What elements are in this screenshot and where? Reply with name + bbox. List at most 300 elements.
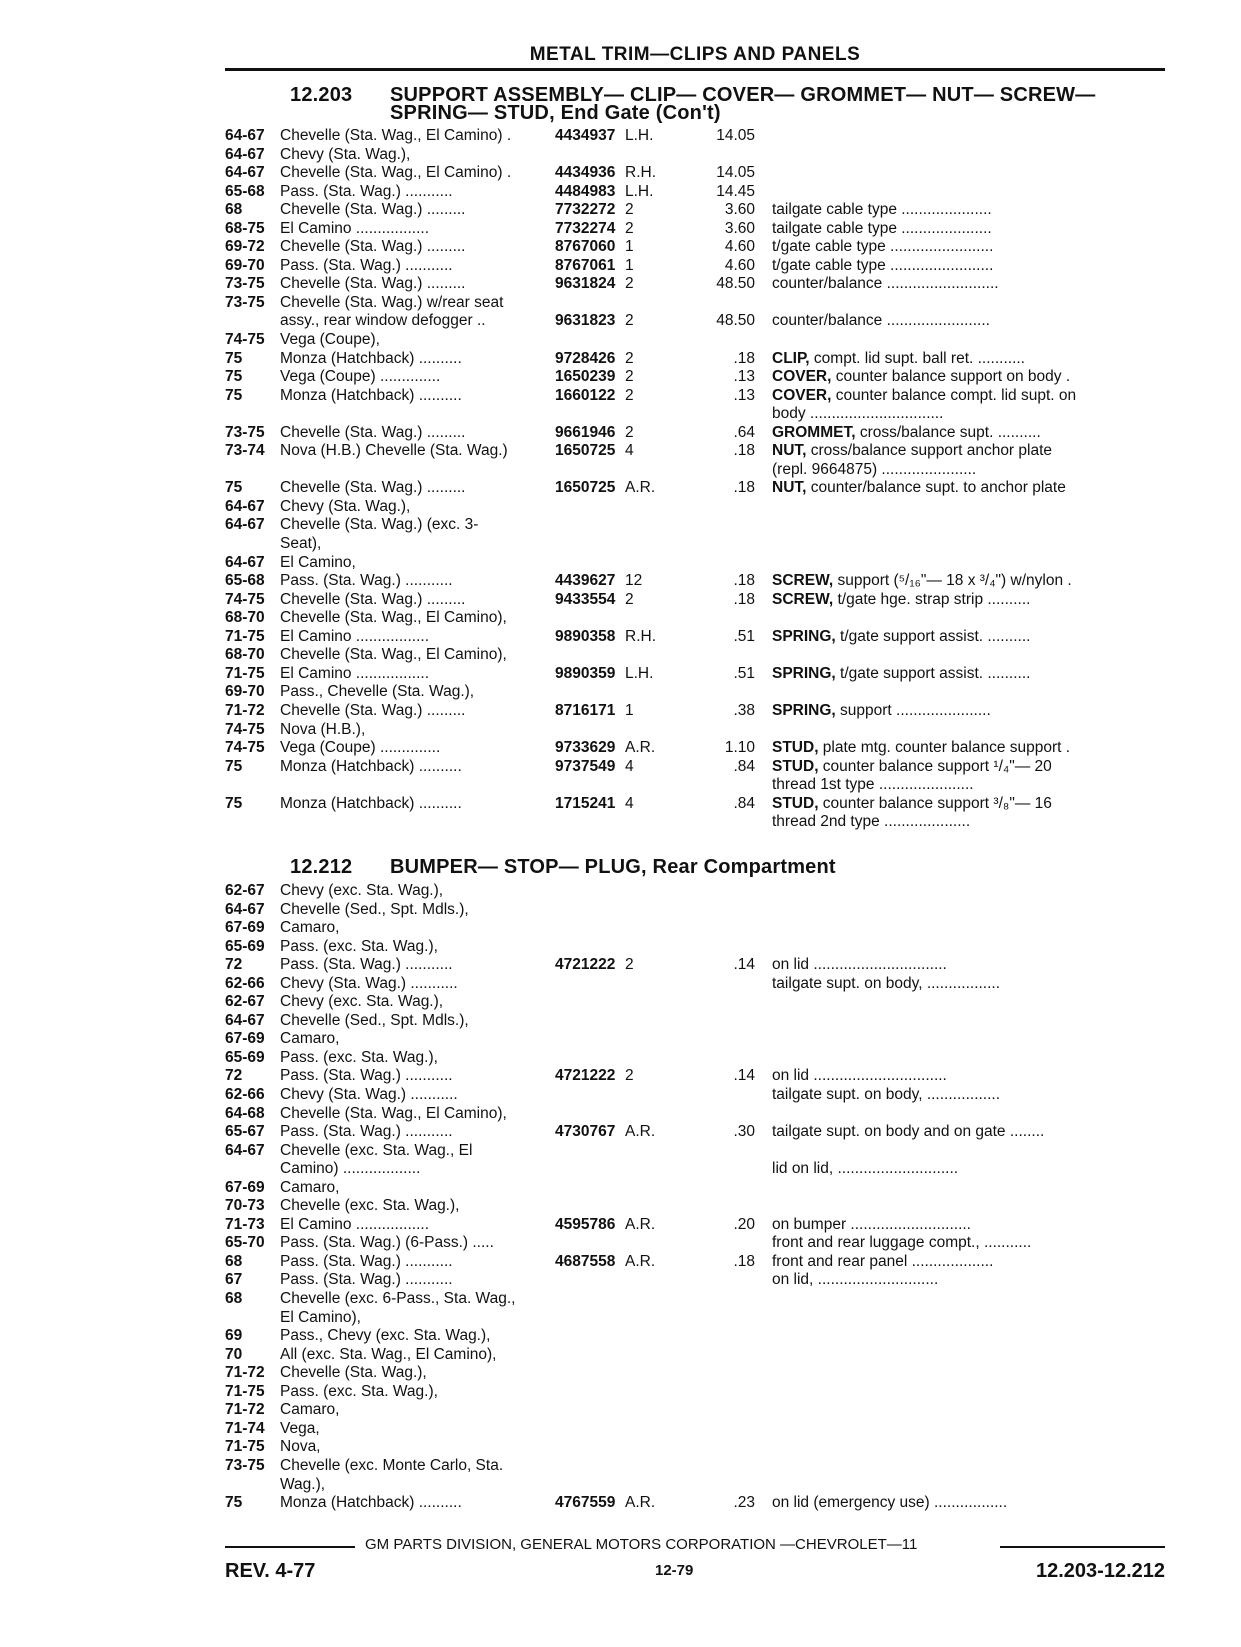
quantity: 2 <box>625 368 634 386</box>
part-detail: tailgate cable type ..................... <box>772 201 992 219</box>
section-12-203-rows <box>225 127 1165 832</box>
model-description: Pass. (exc. Sta. Wag.), <box>280 1048 438 1066</box>
part-number: 1715241 <box>555 794 616 812</box>
parts-row <box>225 1476 1165 1495</box>
parts-row <box>225 1123 1165 1142</box>
price: .20 <box>733 1215 755 1233</box>
price: .18 <box>733 349 755 367</box>
part-description <box>772 975 1165 994</box>
section-heading-line1: BUMPER— STOP— PLUG, Rear Compartment <box>390 856 836 878</box>
parts-row <box>225 331 1165 350</box>
part-type: COVER, <box>772 386 832 404</box>
part-description <box>772 956 1165 975</box>
page-number: 12-79 <box>655 1562 694 1579</box>
part-description <box>772 795 1165 814</box>
part-description <box>772 739 1165 758</box>
price: 3.60 <box>724 201 755 219</box>
quantity: 1 <box>625 256 634 274</box>
part-detail: tailgate supt. on body, ................. <box>772 974 1001 992</box>
model-years: 75 <box>225 368 243 386</box>
part-description <box>772 591 1165 610</box>
parts-row <box>225 1383 1165 1402</box>
model-description: Chevy (Sta. Wag.) ........... <box>280 1086 458 1104</box>
model-years: 73-75 <box>225 423 265 441</box>
model-years: 71-73 <box>225 1215 265 1233</box>
part-description <box>772 1067 1165 1086</box>
model-years: 73-75 <box>225 1456 265 1474</box>
model-years: 71-72 <box>225 1364 265 1382</box>
model-years: 65-70 <box>225 1234 265 1252</box>
parts-row <box>225 146 1165 165</box>
model-description: Pass. (Sta. Wag.) (6-Pass.) ..... <box>280 1234 494 1252</box>
parts-row <box>225 1160 1165 1179</box>
part-description <box>772 442 1165 461</box>
parts-row <box>225 572 1165 591</box>
quantity: 2 <box>625 219 634 237</box>
quantity: L.H. <box>625 182 654 200</box>
model-years: 68 <box>225 1252 243 1270</box>
parts-row <box>225 628 1165 647</box>
parts-row <box>225 183 1165 202</box>
part-description <box>772 776 1165 795</box>
quantity: 12 <box>625 572 643 590</box>
model-years: 74-75 <box>225 331 265 349</box>
parts-row <box>225 1346 1165 1365</box>
model-years: 71-75 <box>225 1438 265 1456</box>
model-description: El Camino, <box>280 553 356 571</box>
parts-row <box>225 758 1165 777</box>
price: 48.50 <box>716 275 755 293</box>
quantity: R.H. <box>625 627 656 645</box>
model-description: Chevelle (Sta. Wag.) (exc. 3- <box>280 516 479 534</box>
part-description <box>772 758 1165 777</box>
part-description <box>772 275 1165 294</box>
part-number: 1660122 <box>555 386 616 404</box>
model-years: 65-69 <box>225 937 265 955</box>
model-years: 62-67 <box>225 882 265 899</box>
model-years: 67-69 <box>225 1178 265 1196</box>
price: .18 <box>733 479 755 497</box>
model-description: Pass. (exc. Sta. Wag.), <box>280 937 438 955</box>
part-description <box>772 461 1165 480</box>
model-years: 67-69 <box>225 1030 265 1048</box>
model-description: Pass. (Sta. Wag.) ........... <box>280 956 453 974</box>
model-years: 70 <box>225 1345 243 1363</box>
model-years: 69-72 <box>225 238 265 256</box>
parts-row <box>225 702 1165 721</box>
section-heading-line2: SPRING— STUD, End Gate (Con't) <box>390 102 721 124</box>
part-detail: t/gate support assist. .......... <box>835 664 1031 682</box>
model-years: 68 <box>225 201 243 219</box>
model-description: Monza (Hatchback) .......... <box>280 349 462 367</box>
model-years: 71-75 <box>225 1382 265 1400</box>
part-number: 4730767 <box>555 1123 616 1141</box>
model-description: Seat), <box>280 535 322 553</box>
parts-row <box>225 220 1165 239</box>
parts-row <box>225 1030 1165 1049</box>
parts-row <box>225 1494 1165 1513</box>
model-years: 72 <box>225 956 243 974</box>
parts-row <box>225 387 1165 406</box>
model-description: Chevy (Sta. Wag.), <box>280 145 411 163</box>
model-years: 67 <box>225 1271 243 1289</box>
catalog-page <box>225 0 1165 1647</box>
model-years: 75 <box>225 479 243 497</box>
parts-row <box>225 275 1165 294</box>
part-type: STUD, <box>772 739 819 757</box>
part-type: SPRING, <box>772 664 836 682</box>
model-description: Monza (Hatchback) .......... <box>280 1494 462 1512</box>
footer-text: GM PARTS DIVISION, GENERAL MOTORS CORPORATION —CHEVROLET—11 <box>365 1536 918 1553</box>
model-years: 68-70 <box>225 646 265 664</box>
model-years: 73-75 <box>225 275 265 293</box>
part-detail: lid on lid, ............................ <box>772 1160 959 1178</box>
part-detail: on lid, ............................ <box>772 1271 939 1289</box>
model-description: Pass. (Sta. Wag.) ........... <box>280 572 453 590</box>
part-type: SCREW, <box>772 590 834 608</box>
model-description: Camaro, <box>280 1178 340 1196</box>
parts-row <box>225 1105 1165 1124</box>
part-detail: (repl. 9664875) ...................... <box>772 460 977 478</box>
parts-row <box>225 665 1165 684</box>
model-description: Wag.), <box>280 1475 326 1493</box>
model-description: El Camino ................. <box>280 1215 430 1233</box>
price: .64 <box>733 423 755 441</box>
part-description <box>772 572 1165 591</box>
part-number: 7732274 <box>555 219 616 237</box>
part-detail: front and rear panel ................... <box>772 1252 994 1270</box>
quantity: A.R. <box>625 1494 656 1512</box>
part-description <box>772 220 1165 239</box>
model-years: 68-70 <box>225 609 265 627</box>
model-years: 68-75 <box>225 219 265 237</box>
part-number: 8716171 <box>555 701 616 719</box>
price: .84 <box>733 757 755 775</box>
part-number: 9631823 <box>555 312 616 330</box>
parts-row <box>225 901 1165 920</box>
part-detail: t/gate cable type ........................ <box>772 238 994 256</box>
part-description <box>772 387 1165 406</box>
part-detail: counter balance compt. lid supt. on <box>831 386 1077 404</box>
quantity: 2 <box>625 201 634 219</box>
title-rule <box>225 68 1165 71</box>
model-description: Chevelle (exc. Monte Carlo, Sta. <box>280 1456 504 1474</box>
parts-row <box>225 1438 1165 1457</box>
quantity: A.R. <box>625 1123 656 1141</box>
quantity: 2 <box>625 312 634 330</box>
price: .13 <box>733 386 755 404</box>
model-years: 71-72 <box>225 701 265 719</box>
model-years: 65-68 <box>225 572 265 590</box>
part-description <box>772 312 1165 331</box>
part-number: 8767060 <box>555 238 616 256</box>
parts-row <box>225 350 1165 369</box>
model-years: 64-67 <box>225 1141 265 1159</box>
model-years: 75 <box>225 349 243 367</box>
model-description: Vega (Coupe) .............. <box>280 739 441 757</box>
part-description <box>772 1494 1165 1513</box>
quantity: 4 <box>625 757 634 775</box>
model-description: Chevelle (Sta. Wag.) ......... <box>280 238 466 256</box>
part-detail: compt. lid supt. ball ret. ........... <box>809 349 1025 367</box>
price: .14 <box>733 1067 755 1085</box>
part-type: COVER, <box>772 368 832 386</box>
model-description: Chevelle (Sta. Wag.) ......... <box>280 201 466 219</box>
model-years: 69-70 <box>225 683 265 701</box>
parts-row <box>225 424 1165 443</box>
model-years: 75 <box>225 1494 243 1512</box>
part-type: NUT, <box>772 479 807 497</box>
model-description: El Camino ................. <box>280 664 430 682</box>
part-number: 4721222 <box>555 1067 616 1085</box>
part-description <box>772 628 1165 647</box>
model-description: Chevelle (Sta. Wag., El Camino), <box>280 646 507 664</box>
model-description: Vega (Coupe), <box>280 331 380 349</box>
parts-row <box>225 813 1165 832</box>
quantity: 1 <box>625 238 634 256</box>
price: .13 <box>733 368 755 386</box>
part-description <box>772 479 1165 498</box>
model-years: 65-68 <box>225 182 265 200</box>
model-description: Camaro, <box>280 919 340 937</box>
part-description <box>772 1216 1165 1235</box>
model-years: 64-67 <box>225 553 265 571</box>
parts-row <box>225 535 1165 554</box>
model-description: Chevelle (Sta. Wag.) ......... <box>280 275 466 293</box>
parts-row <box>225 1420 1165 1439</box>
model-description: Chevelle (Sta. Wag.), <box>280 1364 427 1382</box>
model-years: 71-75 <box>225 664 265 682</box>
parts-row <box>225 1253 1165 1272</box>
parts-row <box>225 1234 1165 1253</box>
price: 1.10 <box>724 739 755 757</box>
parts-row <box>225 956 1165 975</box>
price: 4.60 <box>724 238 755 256</box>
model-description: Pass. (exc. Sta. Wag.), <box>280 1382 438 1400</box>
price: .23 <box>733 1494 755 1512</box>
model-description: Nova (H.B.) Chevelle (Sta. Wag.) <box>280 442 508 460</box>
model-years: 64-67 <box>225 497 265 515</box>
parts-row <box>225 461 1165 480</box>
parts-row <box>225 1197 1165 1216</box>
section-number: 12.212 <box>290 856 353 878</box>
parts-row <box>225 1086 1165 1105</box>
part-detail: tailgate cable type ..................... <box>772 219 992 237</box>
quantity: 2 <box>625 349 634 367</box>
part-number: 4687558 <box>555 1252 616 1270</box>
part-number: 4484983 <box>555 182 616 200</box>
model-years: 64-67 <box>225 516 265 534</box>
model-years: 65-69 <box>225 1048 265 1066</box>
price: 14.05 <box>716 127 755 144</box>
quantity: 4 <box>625 442 634 460</box>
parts-row <box>225 721 1165 740</box>
model-description: Pass. (Sta. Wag.) ........... <box>280 256 453 274</box>
parts-row <box>225 646 1165 665</box>
model-years: 64-67 <box>225 145 265 163</box>
part-detail: counter/balance .......................... <box>772 275 999 293</box>
model-years: 68 <box>225 1290 243 1308</box>
model-description: Pass. (Sta. Wag.) ........... <box>280 1123 453 1141</box>
quantity: L.H. <box>625 127 654 144</box>
model-description: Chevelle (Sta. Wag.) ......... <box>280 479 466 497</box>
part-description <box>772 1253 1165 1272</box>
parts-row <box>225 1364 1165 1383</box>
price: .14 <box>733 956 755 974</box>
parts-row <box>225 294 1165 313</box>
parts-row <box>225 975 1165 994</box>
model-description: Chevy (exc. Sta. Wag.), <box>280 882 444 899</box>
section-number: 12.203 <box>290 84 353 106</box>
model-years: 71-74 <box>225 1419 265 1437</box>
parts-row <box>225 1457 1165 1476</box>
quantity: 1 <box>625 701 634 719</box>
parts-row <box>225 1271 1165 1290</box>
parts-row <box>225 993 1165 1012</box>
price: .18 <box>733 590 755 608</box>
model-years: 74-75 <box>225 590 265 608</box>
model-years: 71-75 <box>225 627 265 645</box>
part-detail: counter balance support on body . <box>831 368 1071 386</box>
part-detail: cross/balance supt. .......... <box>855 423 1041 441</box>
part-detail: t/gate support assist. .......... <box>835 627 1031 645</box>
model-description: assy., rear window defogger .. <box>280 312 486 330</box>
part-description <box>772 201 1165 220</box>
quantity: 2 <box>625 386 634 404</box>
parts-row <box>225 1290 1165 1309</box>
model-description: El Camino), <box>280 1308 361 1326</box>
part-number: 1650725 <box>555 479 616 497</box>
model-description: Camino) .................. <box>280 1160 421 1178</box>
parts-row <box>225 516 1165 535</box>
parts-row <box>225 882 1165 901</box>
part-detail: on lid ............................... <box>772 956 947 974</box>
price: 3.60 <box>724 219 755 237</box>
parts-row <box>225 554 1165 573</box>
model-description: Vega, <box>280 1419 320 1437</box>
price: .18 <box>733 442 755 460</box>
model-description: Pass., Chevy (exc. Sta. Wag.), <box>280 1327 491 1345</box>
parts-row <box>225 479 1165 498</box>
price: 14.05 <box>716 164 755 182</box>
model-description: Chevelle (Sta. Wag., El Camino), <box>280 1104 507 1122</box>
part-detail: t/gate hge. strap strip .......... <box>833 590 1031 608</box>
parts-row <box>225 938 1165 957</box>
part-number: 4439627 <box>555 572 616 590</box>
model-years: 75 <box>225 794 243 812</box>
parts-row <box>225 498 1165 517</box>
model-description: Chevelle (Sta. Wag., El Camino) . <box>280 164 512 182</box>
price: 14.45 <box>716 182 755 200</box>
model-years: 62-66 <box>225 1086 265 1104</box>
part-description <box>772 238 1165 257</box>
model-years: 74-75 <box>225 739 265 757</box>
parts-row <box>225 1327 1165 1346</box>
model-years: 64-67 <box>225 164 265 182</box>
model-years: 69 <box>225 1327 243 1345</box>
parts-row <box>225 1067 1165 1086</box>
model-description: Pass., Chevelle (Sta. Wag.), <box>280 683 475 701</box>
part-number: 9631824 <box>555 275 616 293</box>
model-description: Pass. (Sta. Wag.) ........... <box>280 1252 453 1270</box>
parts-row <box>225 238 1165 257</box>
part-description <box>772 350 1165 369</box>
model-description: Chevelle (exc. Sta. Wag.), <box>280 1197 460 1215</box>
part-number: 8767061 <box>555 256 616 274</box>
part-type: STUD, <box>772 757 819 775</box>
parts-row <box>225 591 1165 610</box>
model-description: Pass. (Sta. Wag.) ........... <box>280 1067 453 1085</box>
model-description: All (exc. Sta. Wag., El Camino), <box>280 1345 497 1363</box>
parts-row <box>225 1012 1165 1031</box>
part-type: SCREW, <box>772 572 834 590</box>
part-detail: thread 1st type ...................... <box>772 776 974 794</box>
part-description <box>772 1160 1165 1179</box>
part-description <box>772 1123 1165 1142</box>
part-number: 1650239 <box>555 368 616 386</box>
model-description: Nova (H.B.), <box>280 720 366 738</box>
part-detail: on lid (emergency use) ................. <box>772 1494 1008 1512</box>
part-number: 4434936 <box>555 164 616 182</box>
part-description <box>772 424 1165 443</box>
revision-label: REV. 4-77 <box>225 1560 316 1582</box>
model-years: 64-68 <box>225 1104 265 1122</box>
parts-row <box>225 405 1165 424</box>
part-detail: cross/balance support anchor plate <box>806 442 1053 460</box>
model-description: Camaro, <box>280 1401 340 1419</box>
parts-row <box>225 739 1165 758</box>
model-description: Camaro, <box>280 1030 340 1048</box>
parts-row <box>225 776 1165 795</box>
model-description: Pass. (Sta. Wag.) ........... <box>280 1271 453 1289</box>
part-detail: tailgate supt. on body and on gate ........ <box>772 1123 1045 1141</box>
model-years: 73-74 <box>225 442 265 460</box>
section-range: 12.203-12.212 <box>1035 1560 1165 1582</box>
parts-row <box>225 201 1165 220</box>
page-title: METAL TRIM—CLIPS AND PANELS <box>529 44 861 65</box>
parts-row <box>225 442 1165 461</box>
model-description: Chevy (Sta. Wag.) ........... <box>280 974 458 992</box>
model-description: Pass. (Sta. Wag.) ........... <box>280 182 453 200</box>
parts-row <box>225 919 1165 938</box>
part-detail: body ............................... <box>772 405 944 423</box>
part-type: STUD, <box>772 794 819 812</box>
part-number: 1650725 <box>555 442 616 460</box>
parts-row <box>225 683 1165 702</box>
model-description: Nova, <box>280 1438 321 1456</box>
part-detail: t/gate cable type ........................ <box>772 256 994 274</box>
price: .38 <box>733 701 755 719</box>
model-years: 74-75 <box>225 720 265 738</box>
model-years: 65-67 <box>225 1123 265 1141</box>
price: 48.50 <box>716 312 755 330</box>
model-description: Vega (Coupe) .............. <box>280 368 441 386</box>
part-number: 9733629 <box>555 739 616 757</box>
part-detail: on lid ............................... <box>772 1067 947 1085</box>
model-years: 71-72 <box>225 1401 265 1419</box>
quantity: 2 <box>625 1067 634 1085</box>
price: .18 <box>733 572 755 590</box>
model-years: 64-67 <box>225 127 265 144</box>
part-description <box>772 813 1165 832</box>
model-description: Chevelle (exc. Sta. Wag., El <box>280 1141 473 1159</box>
model-description: Monza (Hatchback) .......... <box>280 386 462 404</box>
model-description: Chevelle (Sta. Wag.) w/rear seat <box>280 293 504 311</box>
part-number: 9661946 <box>555 423 616 441</box>
part-type: CLIP, <box>772 349 810 367</box>
parts-row <box>225 368 1165 387</box>
quantity: A.R. <box>625 739 656 757</box>
